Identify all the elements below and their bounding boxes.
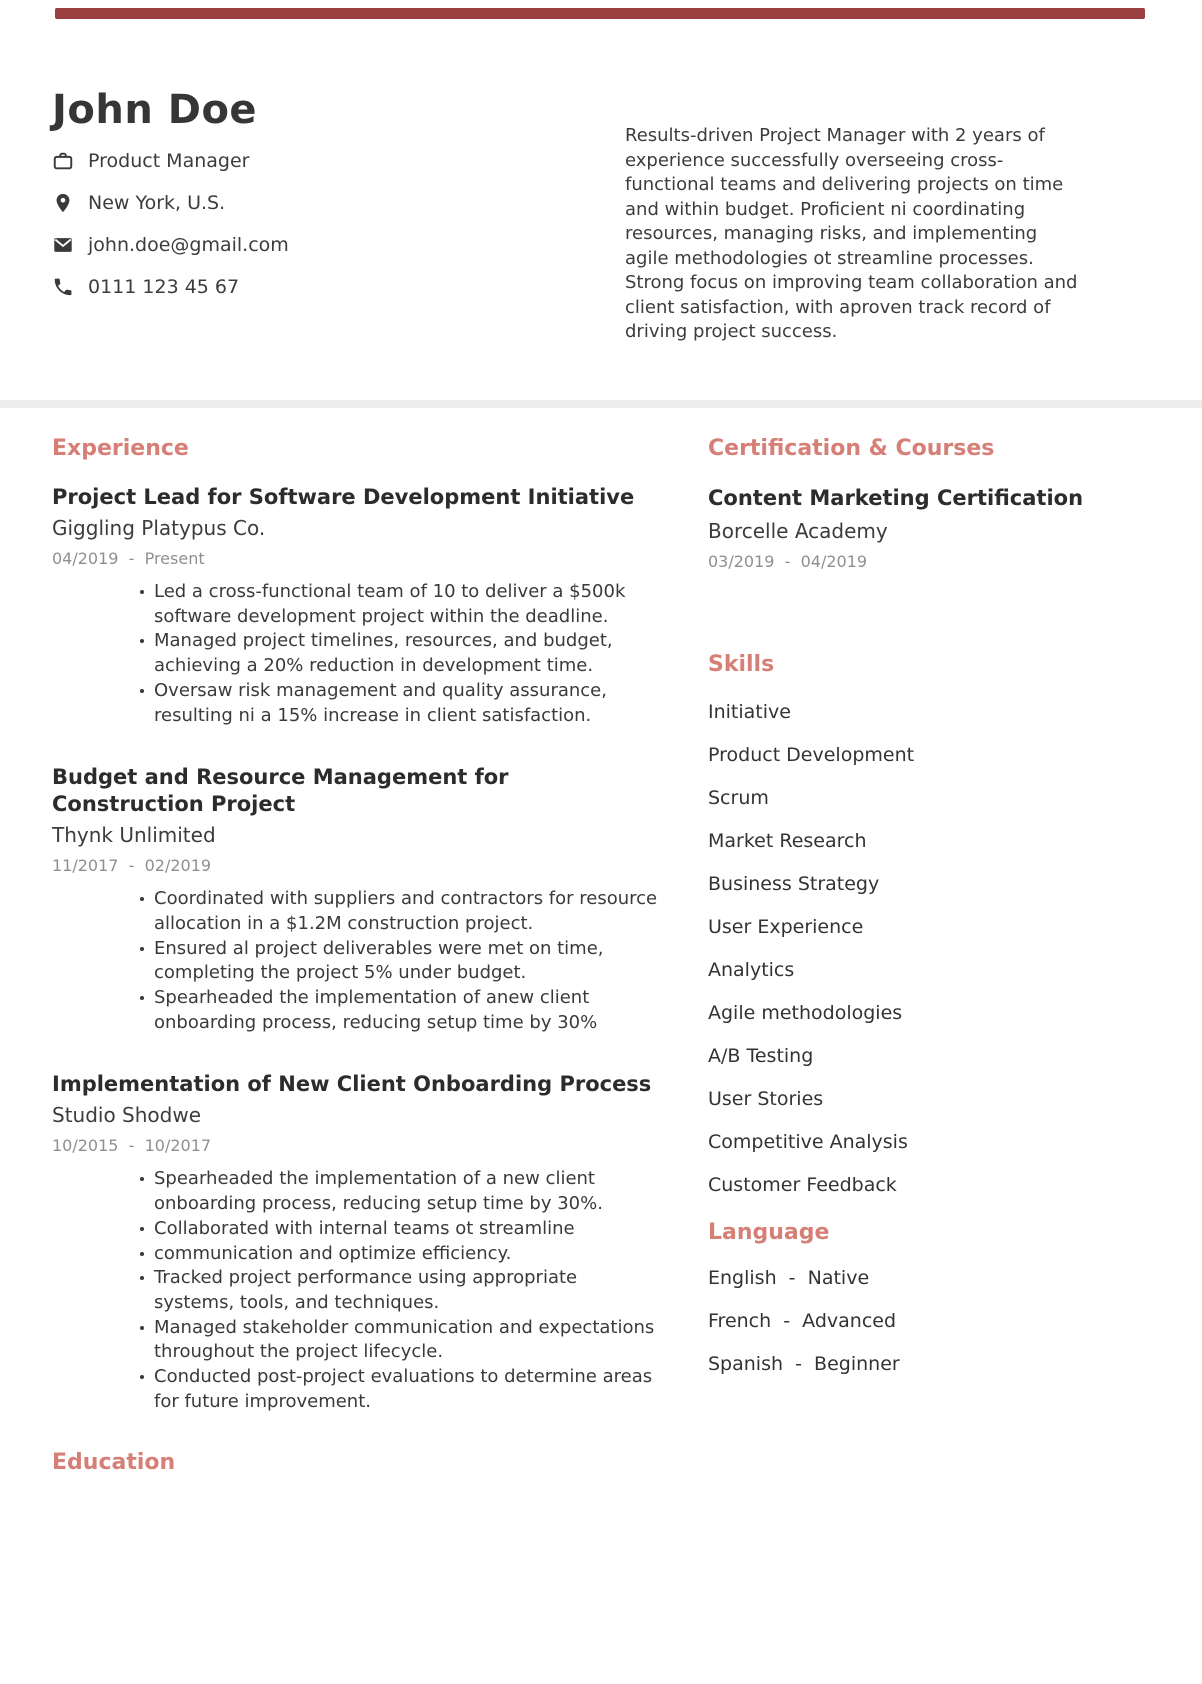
skill-item: User Stories xyxy=(708,1088,824,1110)
skill-item: Business Strategy xyxy=(708,873,880,895)
job-bullet-list xyxy=(52,1167,664,1414)
job-entry-3 xyxy=(52,1071,664,1414)
bullet-item: Coordinated with suppliers and contractors for resource allocation in a $1.2M construction project. xyxy=(140,887,660,936)
bullet-item: Oversaw risk management and quality assurance, resulting ni a 15% increase in client satisfaction. xyxy=(140,679,660,728)
summary-paragraph: Results-driven Project Manager with 2 years of experience successfully overseeing cross-functional teams and delivering projects on time and within budget. Proficient ni coordinating resources, managing risks, and implementing agile methodologies ot streamline processes. Strong focus on improving team collaboration and client satisfaction, with aproven track record of driving project success. xyxy=(625,125,1078,342)
bullet-item: Led a cross-functional team of 10 to deliver a $500k software development project within the deadline. xyxy=(140,580,660,629)
company-name: Giggling Platypus Co. xyxy=(52,516,266,540)
bullet-item: Spearheaded the implementation of anew client onboarding process, reducing setup time by 30% xyxy=(140,986,660,1035)
briefcase-icon xyxy=(52,150,74,172)
location-pin-icon xyxy=(52,192,74,214)
date-range: 04/2019 - Present xyxy=(52,549,205,568)
phone-icon xyxy=(52,276,74,298)
contact-row-phone xyxy=(52,276,592,298)
education-heading: Education xyxy=(52,1450,176,1476)
skill-item: Product Development xyxy=(708,744,915,766)
contact-row-email xyxy=(52,234,592,256)
experience-heading: Experience xyxy=(52,436,189,461)
bullet-item: communication and optimize efficiency. xyxy=(140,1242,660,1267)
bullet-item: Managed project timelines, resources, and budget, achieving a 20% reduction in development time. xyxy=(140,629,660,678)
section-divider xyxy=(0,400,1202,408)
phone-text: 0111 123 45 67 xyxy=(88,276,240,298)
certification-dates: 03/2019 - 04/2019 xyxy=(708,552,868,571)
job-title: Budget and Resource Management for Construction Project xyxy=(52,765,509,817)
skill-item: Customer Feedback xyxy=(708,1174,897,1196)
location-text: New York, U.S. xyxy=(88,192,226,214)
skill-item: Scrum xyxy=(708,787,769,809)
certification-heading: Certification & Courses xyxy=(708,436,995,461)
contact-row-title xyxy=(52,150,592,172)
job-entry-1 xyxy=(52,484,664,728)
job-bullet-list xyxy=(52,580,664,728)
contact-row-location xyxy=(52,192,592,214)
language-list xyxy=(708,1268,1158,1374)
date-range: 10/2015 - 10/2017 xyxy=(52,1136,212,1156)
job-title: Implementation of New Client Onboarding Process xyxy=(52,1072,652,1097)
bullet-item: Spearheaded the implementation of a new client onboarding process, reducing setup time by 30%. xyxy=(140,1167,660,1216)
job-entry-2 xyxy=(52,764,664,1035)
language-item: English - Native xyxy=(708,1267,870,1289)
certification-org: Borcelle Academy xyxy=(708,519,888,543)
skill-item: Analytics xyxy=(708,959,795,981)
skill-item: A/B Testing xyxy=(708,1045,814,1067)
company-name: Studio Shodwe xyxy=(52,1103,202,1128)
job-bullet-list xyxy=(52,887,664,1035)
email-text: john.doe@gmail.com xyxy=(88,234,289,256)
job-title: Project Lead for Software Development Initiative xyxy=(52,485,635,509)
language-item: French - Advanced xyxy=(708,1310,897,1332)
language-heading: Language xyxy=(708,1220,830,1245)
date-range: 11/2017 - 02/2019 xyxy=(52,856,212,876)
language-item: Spanish - Beginner xyxy=(708,1353,900,1375)
skill-item: User Experience xyxy=(708,916,864,938)
skill-item: Agile methodologies xyxy=(708,1002,903,1024)
skills-list xyxy=(708,702,1158,1195)
bullet-item: Managed stakeholder communication and expectations throughout the project lifecycle. xyxy=(140,1316,660,1365)
company-name: Thynk Unlimited xyxy=(52,823,216,848)
bullet-item: Tracked project performance using appropriate systems, tools, and techniques. xyxy=(140,1266,660,1315)
skill-item: Initiative xyxy=(708,701,791,723)
job-title-text: Product Manager xyxy=(88,150,250,172)
header xyxy=(52,88,592,318)
skill-item: Market Research xyxy=(708,830,867,852)
person-name: John Doe xyxy=(52,87,258,133)
certification-title: Content Marketing Certification xyxy=(708,486,1084,510)
right-column xyxy=(708,436,1158,1397)
envelope-icon xyxy=(52,234,74,256)
bullet-item: Conducted post-project evaluations to determine areas for future improvement. xyxy=(140,1365,660,1414)
skills-heading: Skills xyxy=(708,652,775,677)
bullet-item: Ensured al project deliverables were met on time, completing the project 5% under budget. xyxy=(140,937,660,986)
bullet-item: Collaborated with internal teams ot streamline xyxy=(140,1217,660,1242)
left-column xyxy=(52,436,664,1498)
skill-item: Competitive Analysis xyxy=(708,1131,908,1153)
top-accent-bar xyxy=(55,8,1145,19)
